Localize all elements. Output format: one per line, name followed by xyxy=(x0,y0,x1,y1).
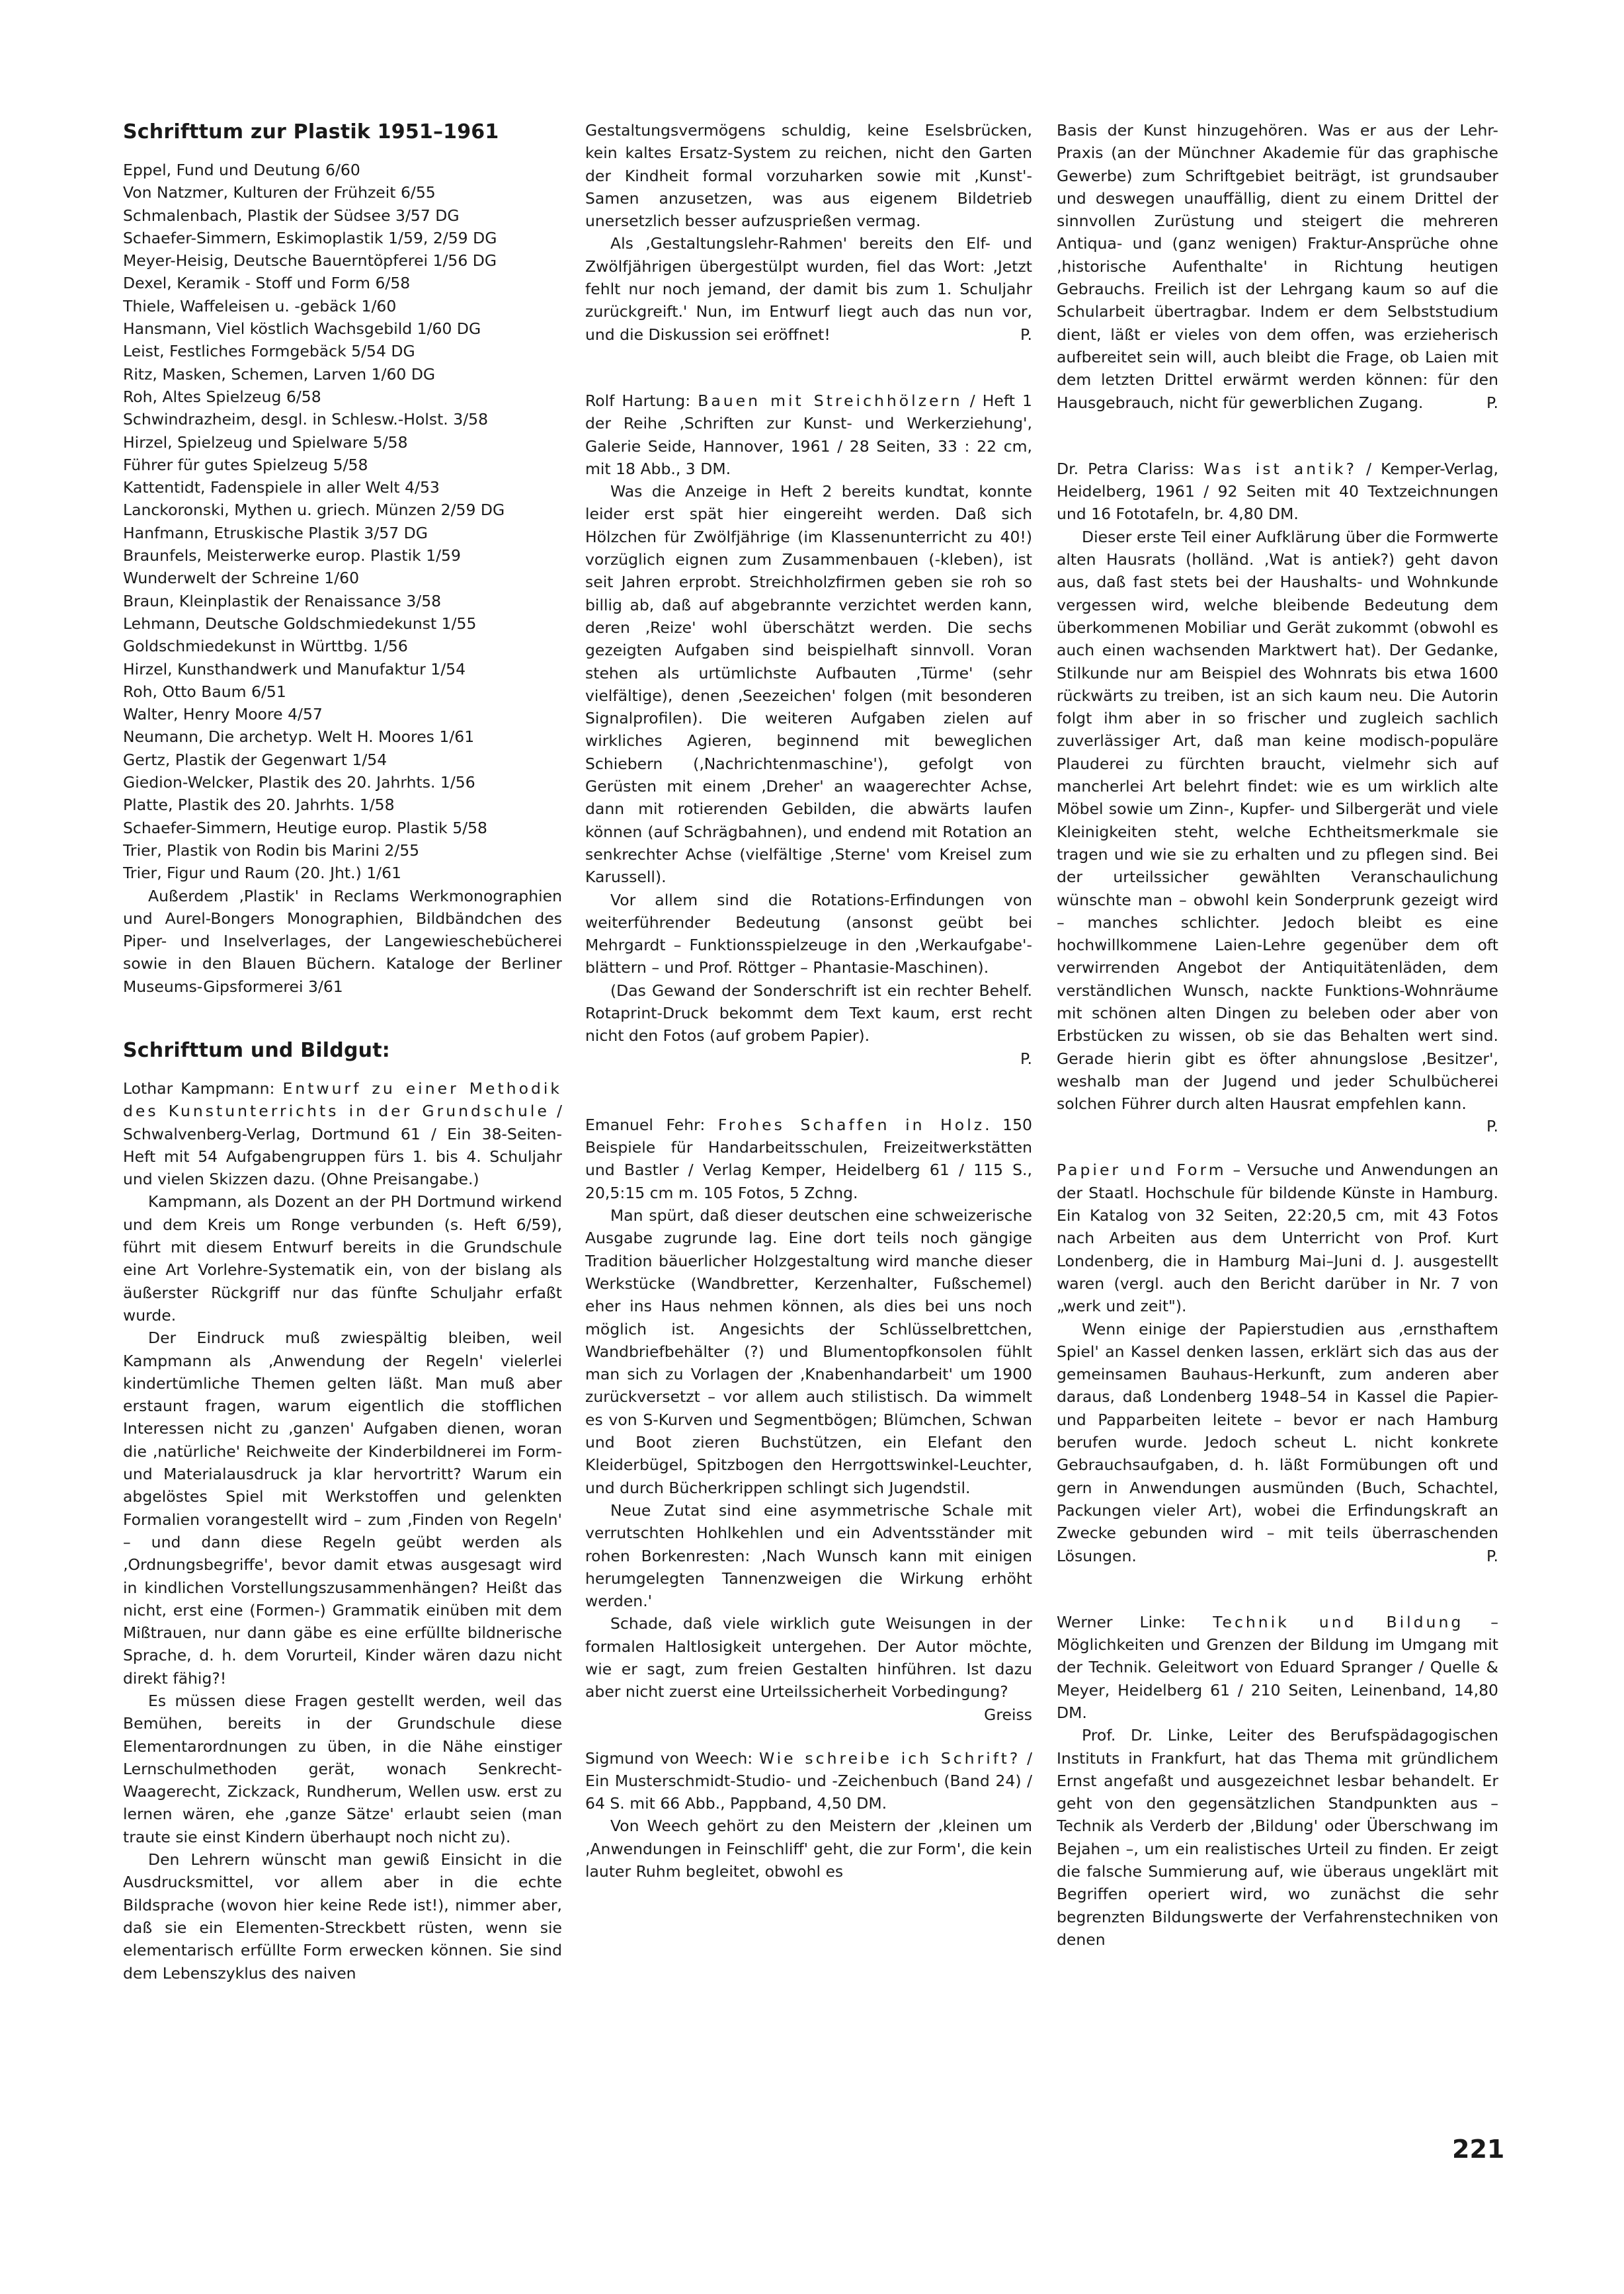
bibliography-entry: Roh, Altes Spielzeug 6/58 xyxy=(123,387,321,406)
review-signature: P. xyxy=(1486,1546,1498,1565)
review-title: Papier und Form xyxy=(1057,1161,1227,1180)
review-paragraph: Als ‚Gestaltungslehr-Rahmen' bereits den Elf- und Zwölfjährigen übergestülpt wurden, fiel das Wort: ‚Jetzt fehlt nur noch jemand, der damit bis zum 1. Schuljahr zurückgreift.' Nun, im Entwurf liegt auch das nun vor, und die Diskussion sei eröffnet! P. xyxy=(585,232,1032,345)
review-paragraph: Was die Anzeige in Heft 2 bereits kundtat, konnte leider erst spät hier eingereiht werden. Daß sich Hölzchen für Zwölfjährige (im Klassenunterricht zu 40!) vorzüglich eignen zum Zusammenbauen (-kleben), ist seit Jahren erprobt. Streichholzfirmen geben sie roh so billig ab, daß auf abgebrannte verzichtet werden kann, deren ‚Reize' wohl überschätzt werden. Die sechs gezeigten Aufgaben sind beispielhaft sinnvoll. Voran stehen als urtümlichste Aufbauten ‚Türme' (sehr vielfältige), denen ‚Seezeichen' folgen (mit besonderen Signalprofilen). Die weiteren Aufgaben zielen auf wirkliches Agieren, beginnend mit beweglichen Schiebern (‚Nachrichtenmaschine'), gefolgt von Gerüsten mit einem ‚Dreher' an waagerechter Achse, dann mit rotierenden Gebilden, die abwärts laufen können (auf Schrägbahnen), und endend mit Rotation an senkrechter Achse (vielfältige ‚Sterne' vom Kreisel zum Karussell). xyxy=(585,482,1032,887)
bibliography-entry: Hansmann, Viel köstlich Wachsgebild 1/60 DG xyxy=(123,319,481,339)
review-signature: P. xyxy=(1486,393,1498,412)
bibliography-entry: Gertz, Plastik der Gegenwart 1/54 xyxy=(123,750,387,769)
bibliography-entry: Schaefer-Simmern, Eskimoplastik 1/59, 2/59 DG xyxy=(123,228,497,247)
review-publisher: / Heft 1 der Reihe ‚Schriften zur Kunst- und Werkerziehung', Galerie Seide, Hannover, 1961 / 28 Seiten, 33 : 22 cm, mit 18 Abb., 3 DM. xyxy=(585,391,1032,478)
bibliography-entry: Roh, Otto Baum 6/51 xyxy=(123,682,286,701)
bibliography-note: Außerdem ‚Plastik' in Reclams Werkmonographien und Aurel-Bongers Monographien, Bildbändchen des Piper- und Inselverlages, der Langewieschebücherei sowie in den Blauen Büchern. Kataloge der Berliner Museums-Gipsformerei 3/61 xyxy=(123,886,562,996)
heading-schrifttum-bildgut: Schrifttum und Bildgut: xyxy=(123,1038,390,1062)
review-paragraph: Dieser erste Teil einer Aufklärung über die Formwerte alten Hausrats (holländ. ‚Wat is antiek?) geht davon aus, daß fast stets bei der Haushalts- und Wohnkunde vergessen wird, welche bleibende Bedeutung dem überkommenen Mobiliar und Gerät zukommt (obwohl es auch einen wachsenden Marktwert hat). Der Gedanke, Stilkunde nur am Beispiel des Wohnrats bis etwa 1600 rückwärts zu treiben, ist an sich kaum neu. Die Autorin folgt ihm aber in so frischer und zugleich sachlich zuverlässiger Art, daß man keine modisch-populäre Plauderei zu fürchten braucht, vielmehr sich auf mancherlei Art belehrt findet: wie es um wirklich alte Möbel sowie um Zinn-, Kupfer- und Silbergerät und viele Kleinigkeiten steht, welche Echtheitsmerkmale sie tragen und wie sie zu erhalten und zu pflegen sind. Bei der urteilssicher gewählten Veranschaulichung wünschte man – obwohl kein Sonderprunk gezeigt wird – manches schlichter. Jedoch bleibt es eine hochwillkommene Laien-Lehre gegenüber dem oft verwirrenden Angebot der Antiquitätenläden, dem verständlichen Wunsch, nackte Funktions-Wohnräume mit schönen alten Dingen zu beleben oder aber von Erbstücken zu wissen, ob sie das Behalten wert sind. Gerade hierin gibt es öfter ahnungslose ‚Besitzer', weshalb man der Jugend und jeder Schulbücherei solchen Führer durch alten Hausrat empfehlen kann. P. xyxy=(1057,526,1498,1116)
review-citation xyxy=(585,1747,1032,1815)
review-author: Sigmund von Weech: xyxy=(585,1748,759,1768)
heading-schrifttum-plastik: Schrifttum zur Plastik 1951–1961 xyxy=(123,120,499,143)
review-title: Entwurf zu einer Methodik des Kunstunterrichts in der Grundschule xyxy=(123,1079,562,1121)
review-kampmann-continued xyxy=(585,119,1032,346)
bibliography-entry: Braunfels, Meisterwerke europ. Plastik 1/59 xyxy=(123,546,461,565)
bibliography-entry: Platte, Plastik des 20. Jahrhts. 1/58 xyxy=(123,796,395,815)
review-papier-und-form xyxy=(1057,1159,1498,1567)
column-left xyxy=(123,119,562,2222)
bibliography-entry: Schmalenbach, Plastik der Südsee 3/57 DG xyxy=(123,206,460,225)
review-title: Was ist antik? xyxy=(1203,459,1357,478)
review-paragraph: Schade, daß viele wirklich gute Weisungen in der formalen Haltlosigkeit untergehen. Der Autor möchte, wie er sagt, zum freien Gestalten hinführen. Ist dazu aber nicht zuerst eine Urteilssicherheit Vorbedingung? Greiss xyxy=(585,1612,1032,1703)
bibliography-entry: Lanckoronski, Mythen u. griech. Münzen 2/59 DG xyxy=(123,501,505,520)
review-paragraph: Vor allem sind die Rotations-Erfindungen von weiterführender Bedeutung (ansonst geübt bei Mehrgardt – Funktionsspielzeuge in den ‚Werkaufgabe'-blättern – und Prof. Röttger – Phantasie-Maschinen). xyxy=(585,890,1032,977)
bibliography-entry: Leist, Festliches Formgebäck 5/54 DG xyxy=(123,342,415,361)
review-paragraph: Prof. Dr. Linke, Leiter des Berufspädagogischen Instituts in Frankfurt, hat das Thema mit gründlichem Ernst angefaßt und ausgezeichnet lesbar behandelt. Er geht von den gegensätzlichen Standpunkten aus – Technik als Verderb der ‚Bildung' oder Überschwang im Bejahen –, um ein realistisches Urteil zu finden. Er zeigt die falsche Summierung auf, wie überaus ungeklärt mit Begriffen operiert wird, wo zunächst die sehr begrenzten Bildungswerte der Verfahrenstechniken von denen xyxy=(1057,1726,1498,1949)
review-paragraph: Von Weech gehört zu den Meistern der ‚kleinen um ‚Anwendungen in Feinschliff' geht, die zur Form', die kein lauter Ruhm begleitet, obwohl es xyxy=(585,1817,1032,1881)
bibliography-entry: Braun, Kleinplastik der Renaissance 3/58 xyxy=(123,591,442,610)
bibliography-entry: Von Natzmer, Kulturen der Frühzeit 6/55 xyxy=(123,183,436,202)
review-paragraph: Gestaltungsvermögens schuldig, keine Eselsbrücken, kein kaltes Ersatz-System zu reichen, nicht den Garten der Kindheit formal vorzuharken sowie mit ‚Kunst'-Samen anzusetzen, was aus eigenem Bildetrieb unersetzlich besser aufzusprießen vermag. xyxy=(585,121,1032,231)
review-publisher: / Kemper-Verlag, Heidelberg, 1961 / 92 Seiten mit 40 Textzeichnungen und 16 Fototafeln, br. 4,80 DM. xyxy=(1057,459,1498,524)
review-paragraph: Basis der Kunst hinzugehören. Was er aus der Lehr-Praxis (an der Münchner Akademie für das graphische Gewerbe) zum Schriftgebiet beiträgt, ist grundsauber und deswegen unauffällig, dient zu einem Drittel der sinnvollen Zurüstung und steigert die mehreren Antiqua- und (ganz wenigen) Fraktur-Ansprüche ohne ‚historische Aufenthalte' in Richtung heutigen Gebrauchs. Freilich ist der Lehrgang kaum so auf die Schularbeit übertragbar. Indem er dem Selbststudium dient, läßt er vieles von dem offen, was erzieherisch aufbereitet sein will, auch bleibt die Frage, ob Laien mit dem letzten Drittel erwärmt werden können: für den Hausgebrauch, nicht für gewerblichen Zugang. P. xyxy=(1057,119,1498,414)
bibliography-entry: Neumann, Die archetyp. Welt H. Moores 1/61 xyxy=(123,727,475,747)
bibliography-entry: Goldschmiedekunst in Württbg. 1/56 xyxy=(123,637,408,656)
review-paragraph: Neue Zutat sind eine asymmetrische Schale mit verrutschten Hohlkehlen und ein Adventsständer mit rohen Borkenresten: ‚Nach Wunsch kann mit einigen herumgelegten Tannenzweigen die Wirkung erhöht werden.' xyxy=(585,1500,1032,1611)
bibliography-entry: Wunderwelt der Schreine 1/60 xyxy=(123,569,360,588)
review-paragraph: Wenn einige der Papierstudien aus ‚ernsthaftem Spiel' an Kassel denken lassen, erklärt sich das aus der gemeinsamen Bauhaus-Herkunft, zum anderen aber daraus, daß Londenberg 1948–54 in Kassel die Papier- und Papparbeiten leitete – bevor er nach Hamburg berufen wurde. Jedoch scheut L. nicht konkrete Gebrauchsaufgaben, d. h. läßt Formübungen oft und gern in Anwendungen ausmünden (Buch, Schachtel, Packungen vieler Art), wobei die Erfindungskraft an Zwecke gebunden wird – mit teils überraschenden Lösungen. P. xyxy=(1057,1318,1498,1567)
review-publisher: – Versuche und Anwendungen an der Staatl. Hochschule für bildende Künste in Hamburg. Ein Katalog von 32 Seiten, 22:20,5 cm, mit 43 Fotos nach Arbeiten aus dem Unterricht von Prof. Kurt Londenberg, die in Hamburg Mai–Juni d. J. ausgestellt waren (vergl. auch den Bericht darüber in Nr. 7 von „werk und zeit"). xyxy=(1057,1161,1498,1316)
bibliography-entry: Eppel, Fund und Deutung 6/60 xyxy=(123,161,360,179)
review-citation xyxy=(1057,458,1498,526)
review-paragraph: Kampmann, als Dozent an der PH Dortmund wirkend und dem Kreis um Ronge verbunden (s. Heft 6/59), führt mit diesem Entwurf bereits in die Grundschule eine Art Vorlehre-Systematik ein, von der bislang als äußerster Rückgriff nur das fünfte Schuljahr erfaßt wurde. xyxy=(123,1192,562,1325)
review-kampmann xyxy=(123,1077,562,1985)
review-weech xyxy=(585,1747,1032,1883)
review-author: Rolf Hartung: xyxy=(585,391,698,410)
bibliography-list xyxy=(123,159,562,885)
review-publisher: – Möglichkeiten und Grenzen der Bildung im Umgang mit der Technik. Geleitwort von Eduard Spranger / Quelle & Meyer, Heidelberg 61 / 210 Seiten, Leinenband, 14,80 DM. xyxy=(1057,1612,1498,1722)
review-publisher: . 150 Beispiele für Handarbeitsschulen, Freizeitwerkstätten und Bastler / Verlag Kemper, Heidelberg 61 / 115 S., 20,5:15 cm m. 105 Fotos, 5 Zchng. xyxy=(585,1115,1032,1202)
review-weech-continued xyxy=(1057,119,1498,414)
review-signature: P. xyxy=(1020,1049,1032,1068)
bibliography-entry: Lehmann, Deutsche Goldschmiedekunst 1/55 xyxy=(123,614,477,633)
review-paragraph: Man spürt, daß dieser deutschen eine schweizerische Ausgabe zugrunde lag. Eine dort teils noch gängige Tradition bäuerlicher Holzgestaltung wird manche dieser Werkstücke (Wandbretter, Kerzenhalter, Fußschemel) eher ins Haus nehmen können, als dies bei uns noch möglich ist. Angesichts der Schlüsselbrettchen, Wandbriefbehälter (?) und Blumentopfkonsolen fühlt man sich zu Vorlagen der ‚Knabenhandarbeit' um 1900 zurückversetzt – vor allem auch stilistisch. Da wimmelt es von S-Kurven und Segmentbögen; Blümchen, Schwan und Boot zieren Buchstützen, ein Elefant den Kleiderbügel, Spitzbogen den Herrgottswinkel-Leuchter, und durch Bücherkrippen schlingt sich Jugendstil. xyxy=(585,1206,1032,1497)
review-author: Werner Linke: xyxy=(1057,1612,1213,1631)
bibliography-entry: Schaefer-Simmern, Heutige europ. Plastik 5/58 xyxy=(123,818,488,837)
column-right xyxy=(1057,119,1498,2222)
review-hartung xyxy=(585,389,1032,1070)
page-number: 221 xyxy=(1452,2135,1505,2164)
review-citation xyxy=(1057,1159,1498,1317)
review-citation xyxy=(585,1114,1032,1204)
bibliography-entry: Schwindrazheim, desgl. in Schlesw.-Holst. 3/58 xyxy=(123,410,489,429)
review-author: Dr. Petra Clariss: xyxy=(1057,459,1204,478)
review-clariss xyxy=(1057,458,1498,1136)
review-citation xyxy=(585,389,1032,480)
bibliography-entry: Dexel, Keramik - Stoff und Form 6/58 xyxy=(123,274,411,293)
review-paragraph: Es müssen diese Fragen gestellt werden, weil das Bemühen, bereits in der Grundschule diese Elementarordnungen zu üben, in die Nähe einstiger Lernschulmethoden gerät, wonach Senkrecht-Waagerecht, Zickzack, Rundherum, Wellen usw. erst zu lernen wären, ehe ‚ganze Sätze' erlaubt seien (man traute sie einst Kindern überhaupt noch nicht zu). xyxy=(123,1692,562,1846)
bibliography-entry: Führer für gutes Spielzeug 5/58 xyxy=(123,455,368,474)
bibliography-entry: Thiele, Waffeleisen u. -gebäck 1/60 xyxy=(123,296,397,315)
column-middle xyxy=(585,119,1032,2222)
bibliography-entry: Ritz, Masken, Schemen, Larven 1/60 DG xyxy=(123,364,436,384)
review-author: Emanuel Fehr: xyxy=(585,1115,718,1134)
review-signature: P. xyxy=(1020,325,1032,344)
bibliography-entry: Kattentidt, Fadenspiele in aller Welt 4/53 xyxy=(123,478,440,497)
bibliography-entry: Hanfmann, Etruskische Plastik 3/57 DG xyxy=(123,523,428,542)
review-title: Technik und Bildung xyxy=(1213,1612,1464,1631)
bibliography-entry: Walter, Henry Moore 4/57 xyxy=(123,705,323,724)
bibliography-entry: Giedion-Welcker, Plastik des 20. Jahrhts. 1/56 xyxy=(123,773,475,792)
bibliography-entry: Trier, Plastik von Rodin bis Marini 2/55 xyxy=(123,840,420,860)
bibliography-entry: Trier, Figur und Raum (20. Jht.) 1/61 xyxy=(123,864,402,883)
bibliography-entry: Hirzel, Kunsthandwerk und Manufaktur 1/54 xyxy=(123,659,466,678)
review-title: Frohes Schaffen in Holz xyxy=(717,1115,985,1134)
review-publisher: / Schwalvenberg-Verlag, Dortmund 61 / Ein 38-Seiten-Heft mit 54 Aufgabengruppen fürs 1. bis 4. Schuljahr und vielen Skizzen dazu. (Ohne Preisangabe.) xyxy=(123,1102,562,1189)
review-linke xyxy=(1057,1611,1498,1951)
review-paragraph: Den Lehrern wünscht man gewiß Einsicht in die Ausdrucksmittel, vor allem aber in die echte Bildsprache (wovon hier keine Rede ist!), nimmer aber, daß sie ein Elementen-Streckbett rüsten, wenn sie elementarisch erfüllte Form erwecken können. Sie sind dem Lebenszyklus des naiven xyxy=(123,1850,562,1983)
review-publisher: / Ein Musterschmidt-Studio- und -Zeichenbuch (Band 24) / 64 S. mit 66 Abb., Pappband, 4,50 DM. xyxy=(585,1748,1032,1813)
review-paragraph: (Das Gewand der Sonderschrift ist ein rechter Behelf. Rotaprint-Druck bekommt dem Text kaum, erst recht nicht den Fotos (auf grobem Papier). xyxy=(585,981,1032,1045)
review-signature: P. xyxy=(1486,1117,1498,1136)
review-paragraph: Der Eindruck muß zwiespältig bleiben, weil Kampmann als ‚Anwendung der Regeln' vielerlei kindertümliche Themen gelten läßt. Man muß aber erstaunt fragen, warum eigentlich die stofflichen Interessen nicht zu ‚ganzen' Aufgaben dienen, woran die ‚natürliche' Reichweite der Kinderbildnerei im Form- und Materialausdruck ja klar hervortritt? Warum ein abgelöstes Spiel mit Werkstoffen und gelenkten Formalien vorangestellt wird – zum ‚Finden von Regeln' – und dann diese Regeln geübt werden als ‚Ordnungsbegriffe', bevor damit etwas ausgesagt wird in kindlichen Vorstellungszusammenhängen? Heißt das nicht, erst eine (Formen-) Grammatik einüben mit dem Mißtrauen, nur dann gäbe es eine erfüllte bildnerische Sprache, d. h. dem Vorurteil, Kinder wären dazu nicht direkt fähig?! xyxy=(123,1329,562,1688)
bibliography-entry: Meyer-Heisig, Deutsche Bauerntöpferei 1/56 DG xyxy=(123,251,497,270)
bibliography-entry: Hirzel, Spielzeug und Spielware 5/58 xyxy=(123,432,408,452)
review-author: Lothar Kampmann: xyxy=(123,1079,283,1098)
review-signature: Greiss xyxy=(984,1705,1032,1724)
review-title: Wie schreibe ich Schrift? xyxy=(758,1748,1021,1768)
review-citation xyxy=(123,1077,562,1190)
review-title: Bauen mit Streichhölzern xyxy=(698,391,963,410)
review-citation xyxy=(1057,1611,1498,1724)
review-fehr xyxy=(585,1114,1032,1724)
